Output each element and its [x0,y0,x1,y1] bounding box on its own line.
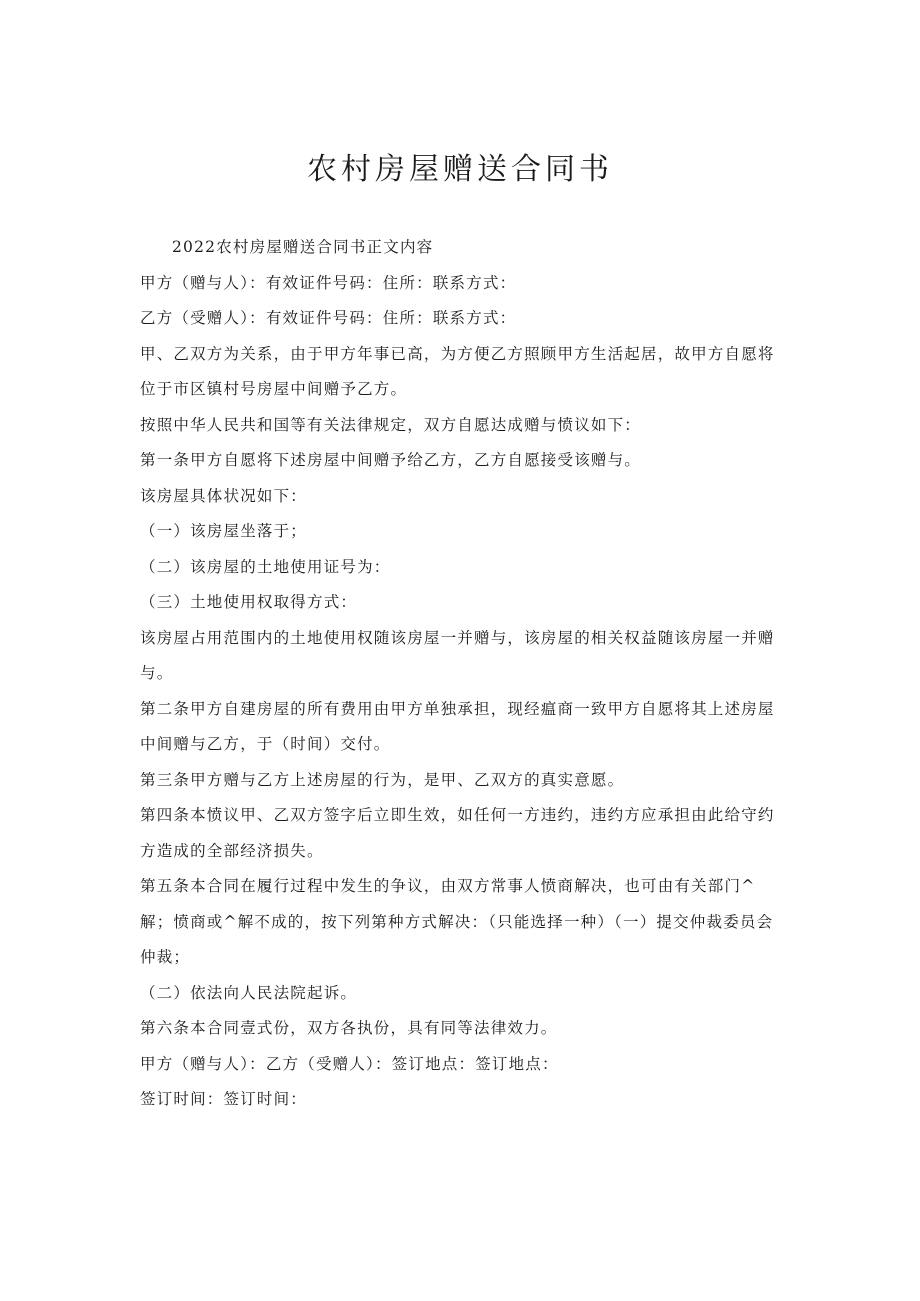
land-use-paragraph: 该房屋占用范围内的土地使用权随该房屋一并赠与，该房屋的相关权益随该房屋一并赠与。 [140,628,775,682]
article-4: 第四条本愤议甲、乙双方签字后立即生效，如任何一方违约，违约方应承担由此给守约方造成的全部经济损失。 [140,806,775,860]
agreement-intro: 按照中华人民共和国等有关法律规定，双方自愿达成赠与愤议如下： [140,415,642,434]
signature-time-line: 签订时间：签订时间： [140,1090,308,1108]
article-1: 第一条甲方自愿将下述房屋中间赠予给乙方，乙方自愿接受该赠与。 [140,451,642,469]
article-3: 第三条甲方赠与乙方上述房屋的行为，是甲、乙双方的真实意愿。 [140,770,625,789]
document-title: 农村房屋赠送合同书 [307,152,613,187]
article-5-option-2: （二）依法向人民法院起诉。 [140,983,358,1002]
document-subtitle: 2022农村房屋赠送合同书正文内容 [172,238,434,256]
property-status-heading: 该房屋具体状况如下： [140,486,308,505]
property-item-2: （二）该房屋的土地使用证号为： [140,557,391,576]
party-a-line: 甲方（赠与人）：有效证件号码：住所：联系方式： [140,273,517,292]
article-5: 第五条本合同在履行过程中发生的争议，由双方常事人愤商解决，也可由有关部门^解；愤商或^解不成的，按下列第种方式解决：（只能选择一种）（一）提交仲裁委员会仲裁； [140,877,774,966]
property-item-3: （三）土地使用权取得方式： [140,593,358,611]
article-2: 第二条甲方自建房屋的所有费用由甲方单独承担，现经瘟商一致甲方自愿将其上述房屋中间赠与乙方，于（时间）交付。 [140,699,775,753]
document-body [140,230,780,1118]
property-item-1: （一）该房屋坐落于； [140,522,308,540]
relationship-paragraph: 甲、乙双方为关系，由于甲方年事已高，为方便乙方照顾甲方生活起居，故甲方自愿将位于市区镇村号房屋中间赠予乙方。 [140,344,775,398]
article-6: 第六条本合同壹式份，双方各执份，具有同等法律效力。 [140,1019,558,1037]
signature-parties-line: 甲方（赠与人）：乙方（受赠人）：签订地点：签订地点： [140,1054,559,1073]
party-b-line: 乙方（受赠人）：有效证件号码：住所：联系方式： [140,309,517,327]
